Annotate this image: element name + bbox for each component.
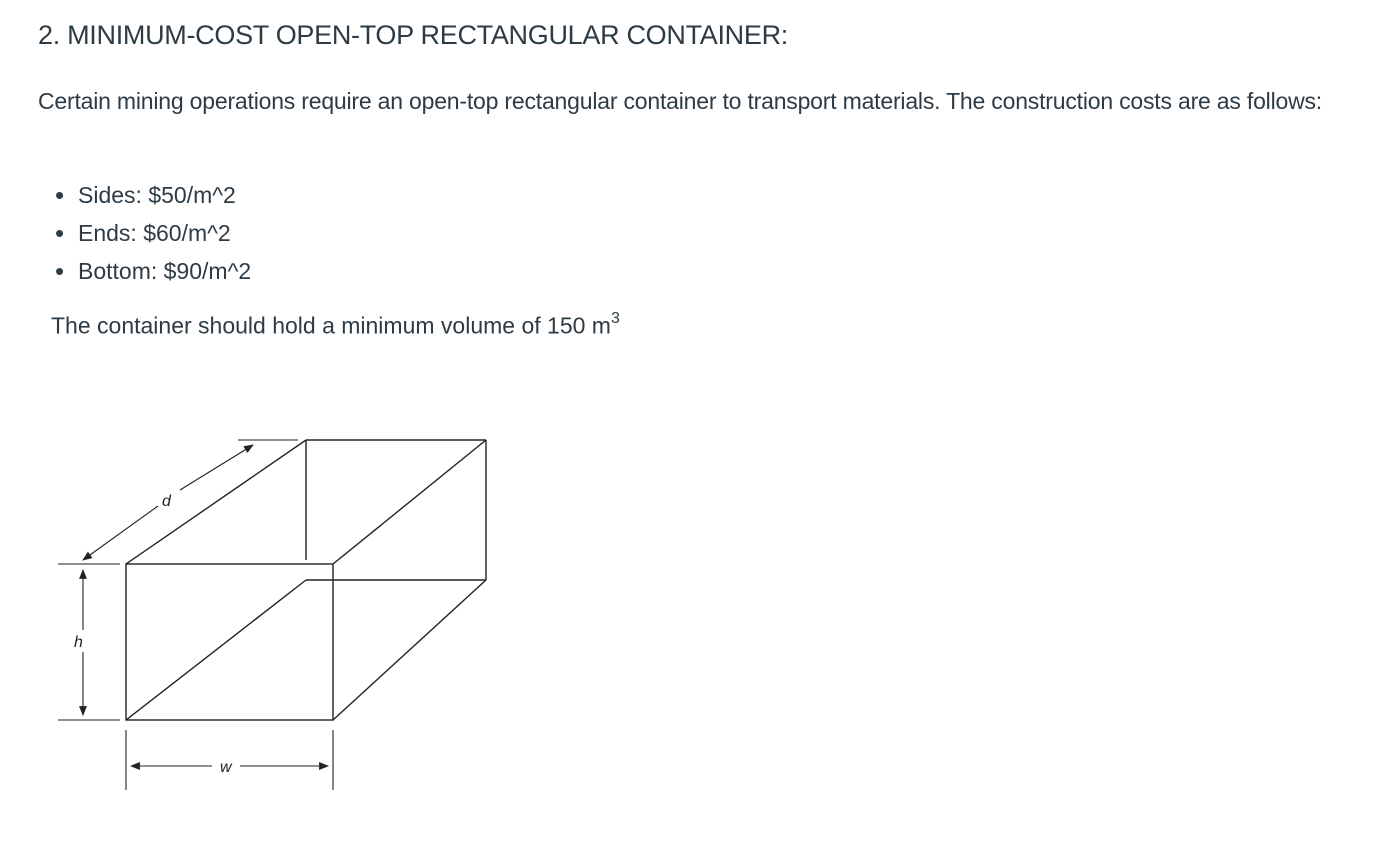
- container-diagram: [40, 420, 510, 805]
- interior-diagonal: [126, 580, 306, 720]
- cost-item-bottom: [38, 252, 251, 290]
- cost-label: Ends: $60/m^2: [78, 220, 231, 246]
- cost-label: Bottom: $90/m^2: [78, 258, 252, 284]
- height-label: h: [74, 634, 83, 651]
- dimension-lines: [58, 440, 333, 790]
- volume-exponent: 3: [610, 310, 620, 327]
- volume-requirement: [51, 312, 620, 340]
- bullet-icon: •: [55, 218, 65, 248]
- bottom-right-edge: [333, 580, 486, 720]
- top-left-edge: [126, 440, 306, 564]
- problem-intro: Certain mining operations require an open-top rectangular container to transport materials. The construction costs are as follows:: [38, 88, 1322, 114]
- top-right-edge: [333, 440, 486, 564]
- cost-item-ends: [38, 214, 251, 252]
- cost-item-sides: [38, 176, 251, 214]
- box-outline: [126, 440, 486, 720]
- bullet-icon: •: [55, 256, 65, 286]
- width-label: w: [220, 759, 232, 776]
- depth-arrow-lower: [83, 506, 158, 560]
- cost-list: [38, 176, 251, 290]
- depth-label: d: [162, 493, 171, 510]
- cost-label: Sides: $50/m^2: [78, 182, 236, 208]
- bullet-icon: •: [55, 180, 65, 210]
- problem-heading: 2. MINIMUM-COST OPEN-TOP RECTANGULAR CONTAINER:: [38, 20, 788, 50]
- volume-text: The container should hold a minimum volume of 150 m: [51, 312, 611, 339]
